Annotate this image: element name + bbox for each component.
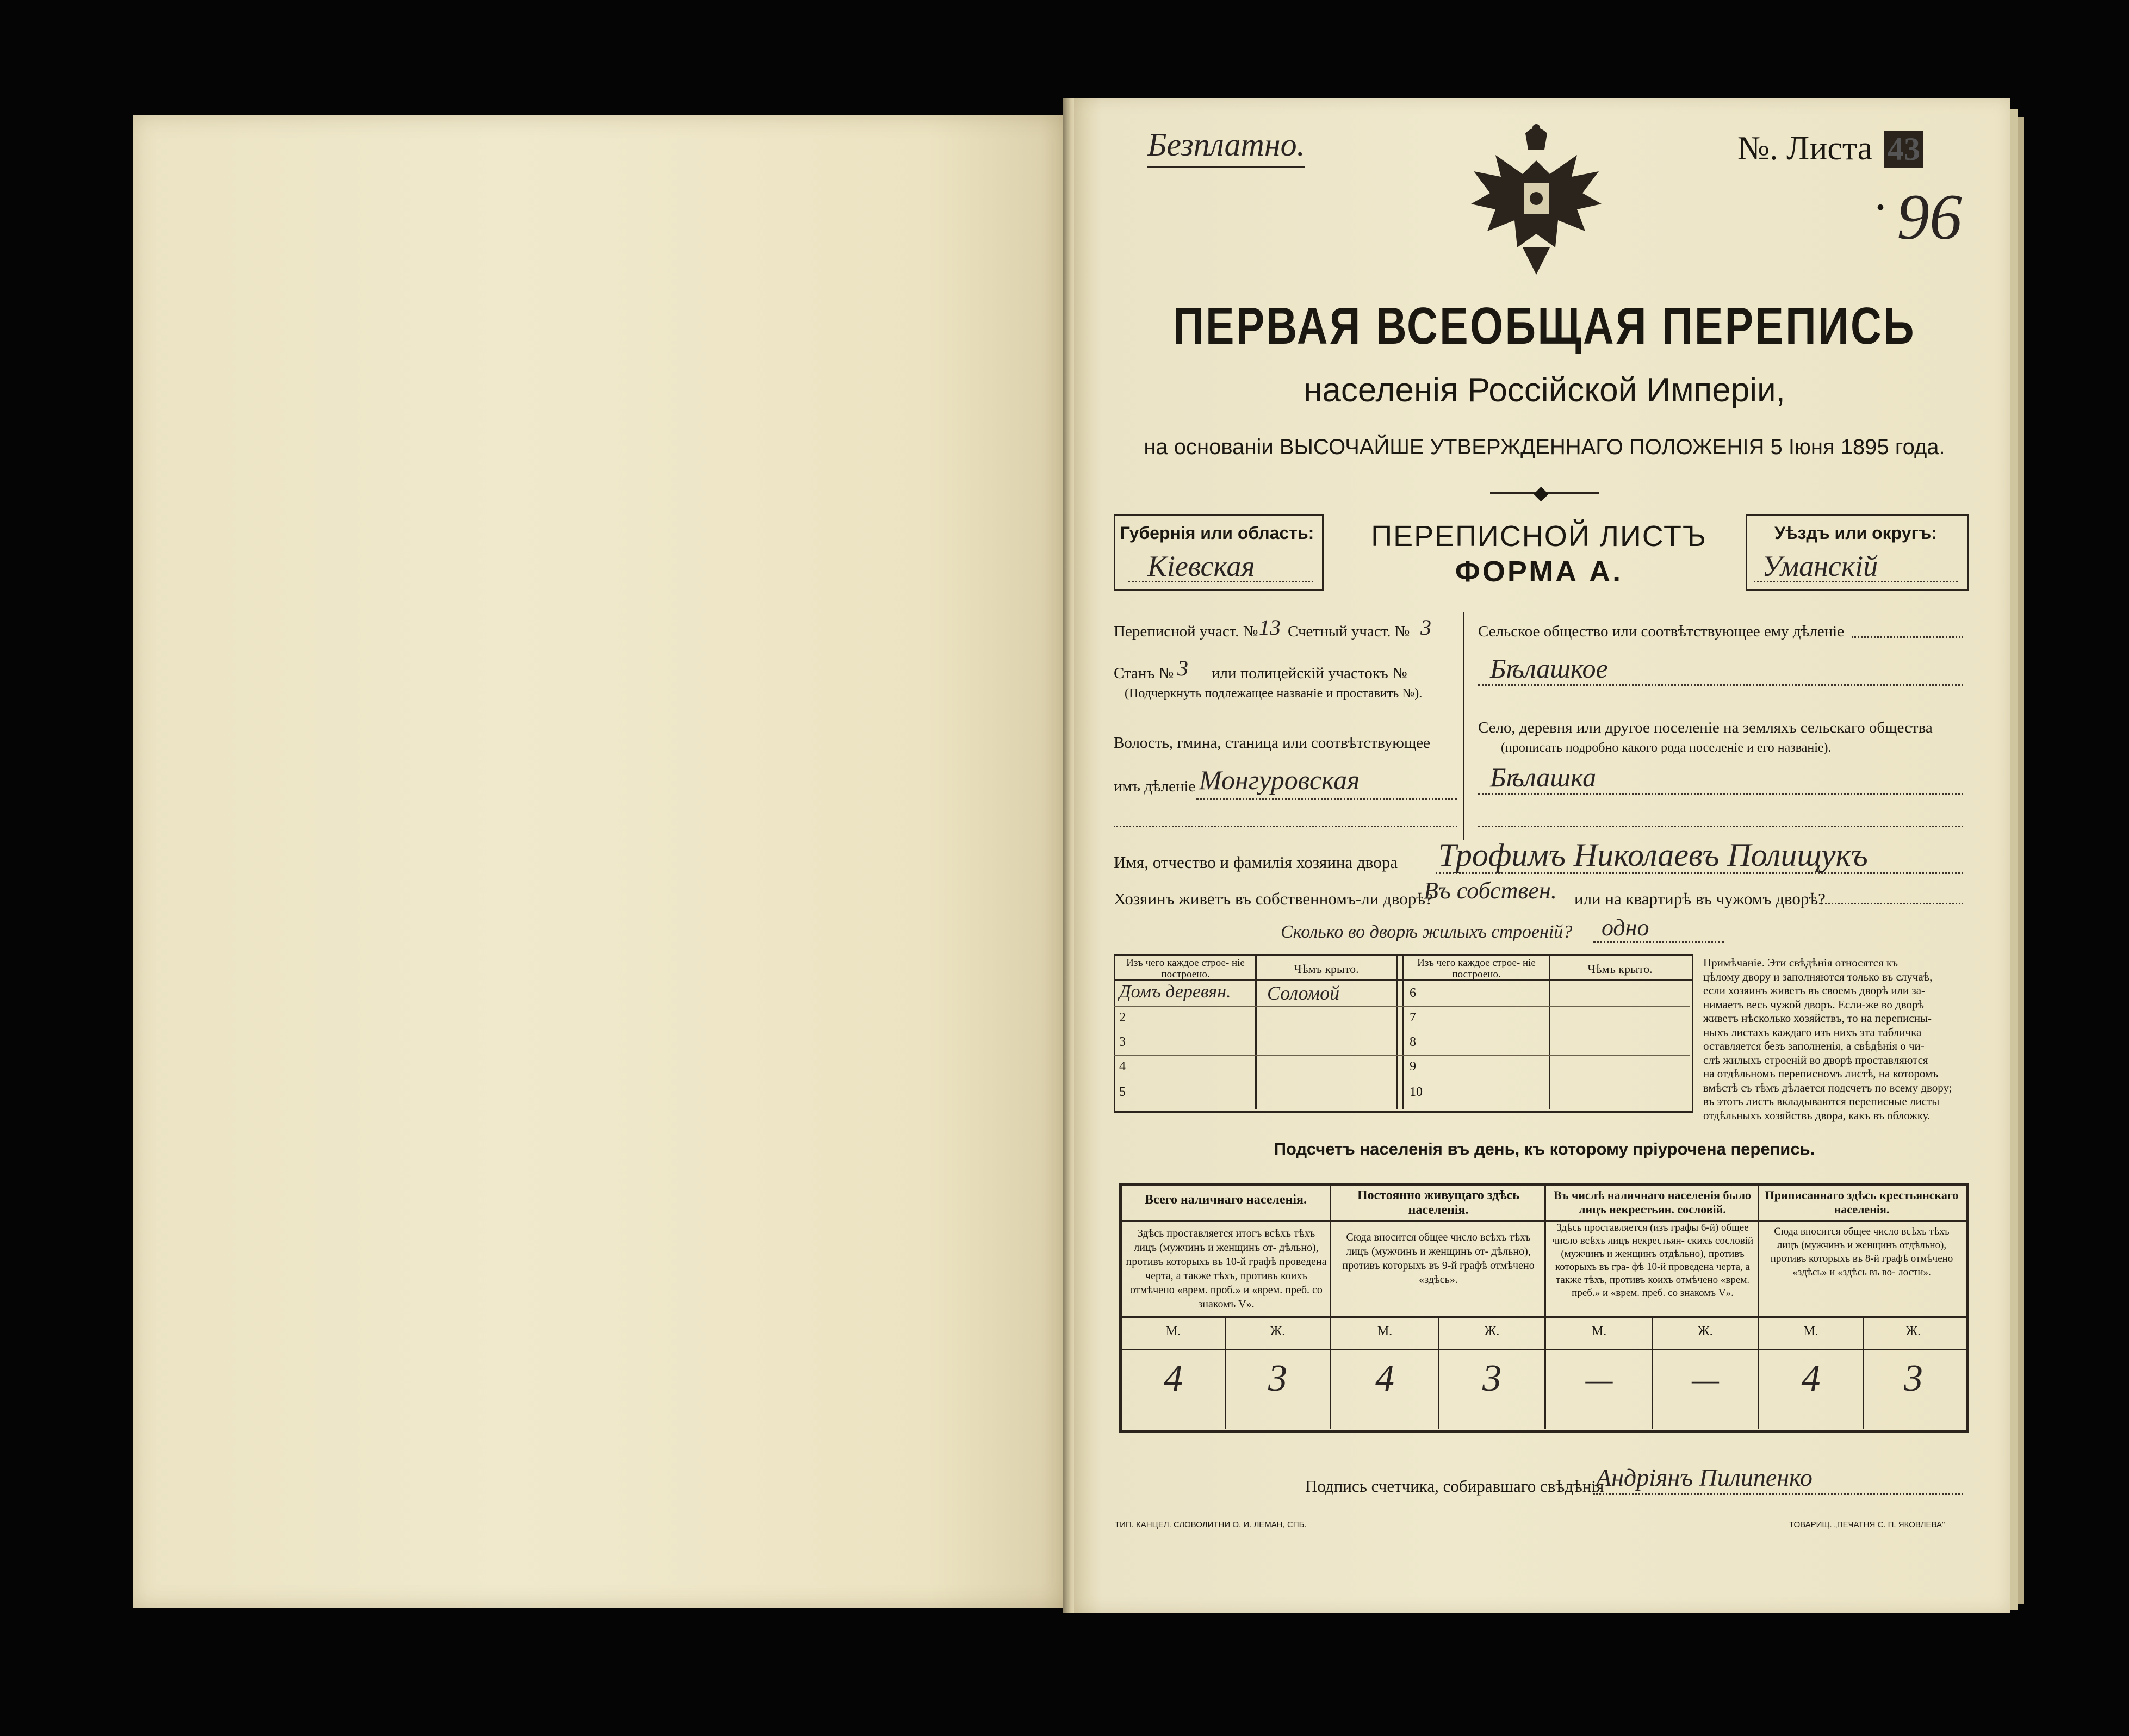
society-line-2 [1478,684,1963,686]
village-value: Бѣлашка [1490,762,1597,792]
sheet-number-struck: 43 [1884,131,1923,168]
count-values-rule [1119,1349,1967,1350]
owner-name-line [1436,872,1963,874]
remark-line: живетъ нѣсколько хозяйствъ, то на переписны- [1703,1012,1932,1025]
village-label: Село, деревня или другое поселеніе на земляхъ сельскаго общества [1478,719,1933,736]
count-m-label: М. [1803,1324,1818,1338]
buildings-line [1593,941,1724,943]
gubernia-line [1128,581,1313,582]
signature-line [1593,1493,1963,1495]
count-m-value: — [1585,1363,1613,1397]
lives-label-1: Хозяинъ живетъ въ собственномъ-ли дворѣ? [1114,889,1433,908]
count-col-desc: Сюда вносится общее число всѣхъ тѣхъ лицъ (мужчинъ и женщинъ от- дѣльно), противъ которыхъ въ 9-й графѣ отмѣчено «здѣсь». [1342,1231,1535,1286]
buildings-col-rule [1255,956,1257,1109]
society-value: Бѣлашкое [1490,653,1608,684]
gubernia-label: Губернія или область: [1120,523,1314,543]
left-blank-page [133,115,1069,1608]
page-edge [2010,109,2018,1610]
remark-line: цѣлому двору и заполняются только въ случаѣ, [1703,970,1933,983]
signature-label: Подпись счетчика, собиравшаго свѣдѣнія [1305,1477,1604,1496]
count-f-value: 3 [1482,1357,1501,1399]
stan-value: 3 [1177,656,1188,680]
lives-line [1819,903,1963,904]
title-basis: на основаніи ВЫСОЧАЙШЕ УТВЕРЖДЕННАГО ПОЛОЖЕНІЯ 5 Іюня 1895 года. [1144,435,1945,459]
page-edge [2018,117,2024,1604]
remark-line: если хозяинъ живетъ въ своемъ дворѣ или за- [1703,984,1926,997]
sheet-number-handwritten: 96 [1897,181,1962,253]
count-mf-rule [1119,1316,1967,1318]
row-number: 4 [1119,1059,1126,1074]
village-line-1 [1478,793,1963,795]
sheet-number-dot: · [1872,181,1889,234]
row-number: 2 [1119,1010,1126,1025]
row-number: 3 [1119,1035,1126,1049]
count-m-label: М. [1377,1324,1393,1338]
buildings-value: одно [1602,914,1649,941]
form-subtitle: ФОРМА А. [1455,555,1623,588]
volost-line-2 [1114,826,1457,827]
row-rule [1114,1006,1690,1007]
sheet-number-label: №. Листа [1737,130,1873,167]
lives-label-2: или на квартирѣ въ чужомъ дворѣ? [1574,889,1826,908]
count-f-label: Ж. [1905,1324,1921,1338]
uezd-label: Уѣздъ или округъ: [1774,523,1937,543]
buildings-head-material: Изъ чего каждое строе- ніе построено. [1126,957,1245,980]
society-line-1 [1852,636,1963,638]
uchastok-label: Переписной участ. № [1114,623,1258,640]
count-m-label: М. [1165,1324,1181,1338]
row-roof: Соломой [1267,982,1340,1004]
row-number: 10 [1410,1085,1423,1099]
count-col-desc: Здѣсь проставляется (изъ графы 6-й) общее число всѣхъ лицъ некрестьян- скихъ сословій (мужчинъ и женщинъ отдѣльно), противъ которыхъ въ гра- фѣ 10-й проведена черта, а также тѣхъ, противъ коихъ отмѣчено «врем. преб.» и «врем. преб. со знакомъ V». [1551,1222,1754,1299]
count-f-label: Ж. [1484,1324,1500,1338]
buildings-head-roof: Чѣмъ крыто. [1294,962,1359,976]
uchastok-value: 13 [1259,615,1281,640]
row-number: 6 [1410,986,1416,1000]
count-f-value: 3 [1904,1357,1923,1399]
volost-line [1196,798,1457,800]
schetny-label: Счетный участ. № [1288,623,1410,640]
count-col-head: Всего наличнаго населенія. [1145,1193,1307,1207]
count-m-value: 4 [1375,1357,1394,1399]
volost-label-1: Волость, гмина, станица или соотвѣтствующее [1114,734,1431,752]
remark-line: ныхъ листахъ каждаго изъ нихъ эта табличка [1703,1025,1922,1039]
uezd-value: Уманскій [1762,550,1878,582]
village-note: (прописать подробно какого рода поселеніе и его названіе). [1501,741,1832,755]
count-col-desc: Сюда вносится общее число всѣхъ тѣхъ лицъ (мужчинъ и женщинъ отдѣльно), противъ которыхъ въ 8-й графѣ отмѣчено «здѣсь» и «здѣсь въ во- лости». [1770,1226,1953,1278]
imperial-eagle-emblem [1463,122,1610,280]
printer-left: ТИП. КАНЦЕЛ. СЛОВОЛИТНИ О. И. ЛЕМАН, СПБ. [1115,1520,1307,1529]
remark-line: Примѣчаніе. Эти свѣдѣнія относятся къ [1703,956,1898,969]
buildings-head-material-2: Изъ чего каждое строе- ніе построено. [1417,957,1536,980]
owner-name-label: Имя, отчество и фамилія хозяина двора [1114,853,1398,872]
volost-value: Монгуровская [1199,765,1360,795]
owner-name-value: Трофимъ Николаевъ Полищукъ [1438,837,1868,873]
buildings-label: Сколько во дворѣ жилыхъ строеній? [1281,922,1573,942]
village-line-2 [1478,826,1963,827]
count-f-value: 3 [1268,1357,1287,1399]
schetny-value: 3 [1420,615,1431,640]
count-head-rule [1119,1220,1967,1222]
remark-line: нимаетъ весь чужой дворъ. Если-же во дворѣ [1703,997,1924,1011]
buildings-mid-rule-2 [1402,956,1404,1109]
lives-value: Въ собствен. [1424,877,1557,904]
row-number: 9 [1410,1059,1416,1074]
count-m-value: 4 [1801,1357,1821,1399]
row-material: Домъ деревян. [1119,982,1231,1002]
buildings-col-rule [1549,956,1550,1109]
society-label: Сельское общество или соотвѣтствующее ему дѣленіе [1478,623,1845,640]
remark-line: въ этотъ листъ вкладываются переписные листы [1703,1095,1940,1108]
volost-label-2: имъ дѣленіе [1114,778,1196,795]
count-col-head: Въ числѣ наличнаго населенія было лицъ некрестьян. сословій. [1553,1188,1752,1216]
row-number: 8 [1410,1035,1416,1049]
remark-line: отдѣльныхъ хозяйствъ двора, какъ въ обложку. [1703,1108,1931,1122]
count-f-value: — [1692,1363,1719,1397]
stan-label: Станъ № [1114,665,1174,682]
count-col-desc: Здѣсь проставляется итогъ всѣхъ тѣхъ лицъ (мужчинъ и женщинъ от- дѣльно), противъ которыхъ въ 10-й графѣ проведена черта, а также тѣхъ, противъ коихъ отмѣчено «врем. проб.» и «врем. преб. со знакомъ V». [1126,1227,1327,1310]
free-underline [1147,166,1305,168]
remark-line: оставляется безъ заполненія, а свѣдѣнія о чи- [1703,1039,1925,1052]
buildings-head-roof-2: Чѣмъ крыто. [1587,962,1653,976]
count-f-label: Ж. [1698,1324,1713,1338]
row-number: 5 [1119,1085,1126,1099]
uezd-line [1754,581,1958,582]
remark-block [1703,956,1964,1123]
count-f-label: Ж. [1270,1324,1286,1338]
row-rule [1114,1055,1690,1056]
count-col-head: Постоянно живущаго здѣсь населенія. [1357,1188,1519,1217]
title-main: ПЕРВАЯ ВСЕОБЩАЯ ПЕРЕПИСЬ [1173,297,1916,355]
printer-right: ТОВАРИЩ. „ПЕЧАТНЯ С. П. ЯКОВЛЕВА" [1789,1520,1945,1529]
gubernia-value: Кіевская [1147,550,1255,582]
remark-line: на отдѣльномъ переписномъ листѣ, на которомъ [1703,1067,1939,1080]
count-col-head: Приписаннаго здѣсь крестьянскаго населенія. [1765,1188,1959,1216]
title-sub: населенія Россійской Имперіи, [1304,371,1785,409]
row-number: 7 [1410,1010,1416,1025]
block-divider [1463,612,1464,840]
free-label: Безплатно. [1147,127,1305,163]
form-title: ПЕРЕПИСНОЙ ЛИСТЪ [1371,520,1707,553]
stan-note: (Подчеркнуть подлежащее названіе и проставить №). [1125,686,1423,700]
remark-line: слѣ жилыхъ строеній во дворѣ проставляются [1703,1053,1928,1067]
divider-ornament: ◆ [1534,482,1549,504]
buildings-mid-rule [1396,956,1398,1109]
signature-value: Андріянъ Пилипенко [1596,1464,1813,1491]
remark-line: вмѣстѣ съ тѣмъ дѣлается подсчетъ по всему двору; [1703,1081,1952,1094]
count-title: Подсчетъ населенія въ день, къ которому пріурочена перепись. [1274,1139,1815,1158]
count-m-label: М. [1591,1324,1607,1338]
count-m-value: 4 [1164,1357,1183,1399]
police-label: или полицейскій участокъ № [1212,665,1407,682]
